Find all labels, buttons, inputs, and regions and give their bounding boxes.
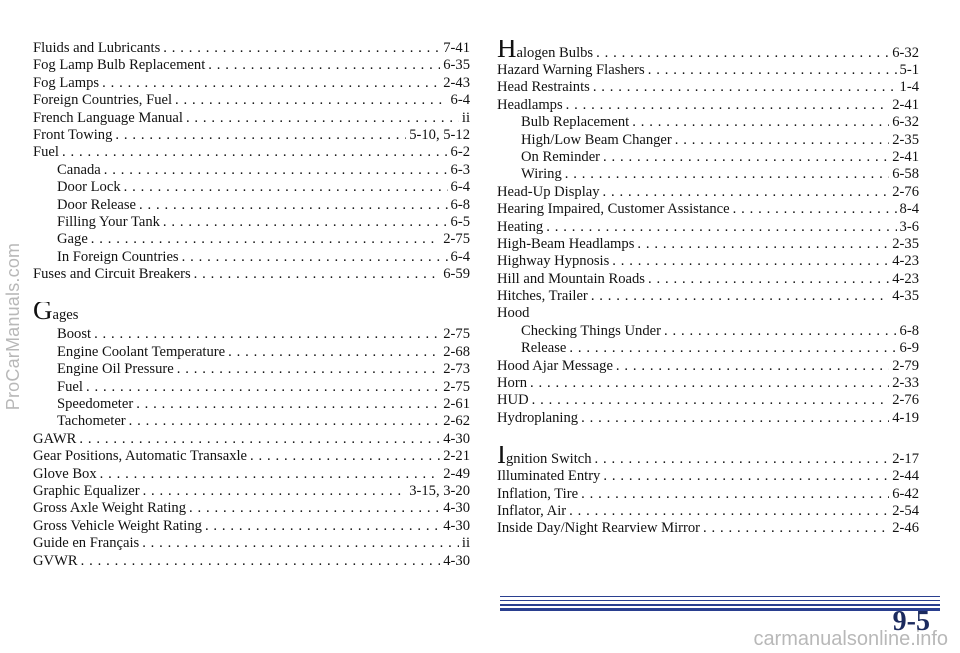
index-entry-label: Hitches, Trailer [497, 288, 588, 305]
index-entry [33, 266, 470, 283]
index-column-left [33, 40, 470, 570]
dot-leader [104, 162, 448, 179]
index-entry-page: 2-61 [443, 396, 470, 413]
dot-leader [81, 553, 441, 570]
index-entry-page: 6-9 [899, 340, 919, 357]
index-entry [33, 500, 470, 517]
index-entry-page: 2-49 [443, 465, 470, 482]
index-entry [497, 392, 919, 409]
index-entry [33, 483, 470, 500]
index-entry-label: Gross Vehicle Weight Rating [33, 517, 202, 534]
index-entry [497, 114, 919, 131]
index-entry-label: Head Restraints [497, 79, 590, 96]
index-entry [497, 358, 919, 375]
dot-leader [616, 358, 889, 375]
index-entry [33, 162, 470, 179]
index-entry-page: 2-41 [892, 96, 919, 113]
index-entry-label: Inflator, Air [497, 502, 567, 519]
index-column-right [497, 40, 919, 538]
index-entry-page: 6-5 [450, 213, 470, 230]
dot-leader [62, 144, 448, 161]
index-entry [33, 144, 470, 161]
dot-leader [100, 466, 441, 483]
dot-leader [186, 110, 459, 127]
index-entry [497, 520, 919, 537]
index-entry-page: 2-44 [892, 468, 919, 485]
dot-leader [163, 214, 448, 231]
dot-leader [139, 197, 448, 214]
index-entry [33, 448, 470, 465]
index-entry-label: Fuel [57, 378, 83, 395]
dot-leader [208, 57, 440, 74]
dot-leader [175, 92, 447, 109]
index-entry-page: 2-75 [443, 231, 470, 248]
dot-leader [603, 468, 889, 485]
dot-leader [565, 166, 889, 183]
dot-leader [664, 323, 897, 340]
index-entry-label: Headlamps [497, 96, 563, 113]
index-entry [497, 410, 919, 427]
index-entry-page: 2-79 [892, 357, 919, 374]
index-entry [33, 431, 470, 448]
watermark-text: ProCarManuals.com [3, 242, 24, 411]
dot-leader [595, 448, 890, 468]
index-entry [497, 166, 919, 183]
index-entry [33, 361, 470, 378]
index-entry-label: Horn [497, 375, 527, 392]
index-entry [497, 132, 919, 149]
footer-rule [500, 596, 940, 612]
dot-leader [581, 486, 889, 503]
index-entry-page: 2-17 [892, 451, 919, 468]
index-entry [33, 231, 470, 248]
index-entry-page: 6-4 [450, 248, 470, 265]
index-entry-page: 3-15, 3-20 [409, 482, 470, 499]
index-entry [497, 468, 919, 485]
index-entry-label: Hearing Impaired, Customer Assistance [497, 201, 730, 218]
index-entry [497, 271, 919, 288]
index-entry [33, 518, 470, 535]
index-entry-page: 6-4 [450, 92, 470, 109]
dot-leader [581, 410, 889, 427]
dot-leader [596, 42, 889, 62]
index-entry-page: 6-32 [892, 45, 919, 61]
index-entry-page: 2-21 [443, 448, 470, 465]
index-entry-page: 8-4 [899, 201, 919, 218]
index-entry-page: 2-41 [892, 148, 919, 165]
dot-leader [530, 375, 889, 392]
index-entry-label: High-Beam Headlamps [497, 235, 635, 252]
index-entry-label: High/Low Beam Changer [521, 131, 672, 148]
dot-leader [86, 379, 440, 396]
index-entry-page: 6-8 [450, 196, 470, 213]
index-entry-page: 6-4 [450, 179, 470, 196]
index-entry-label: Speedometer [57, 396, 134, 413]
index-entry-label: Halogen Bulbs [497, 40, 594, 62]
dot-leader [94, 326, 440, 343]
index-entry [497, 305, 919, 322]
index-entry-label: Hood Ajar Message [497, 357, 613, 374]
dot-leader [142, 535, 459, 552]
index-entry-label: Canada [57, 161, 101, 178]
index-entry-page: 2-62 [443, 413, 470, 430]
index-entry-page: 4-23 [892, 253, 919, 270]
index-entry-label: Hydroplaning [497, 409, 579, 426]
dot-leader [632, 114, 889, 131]
index-entry [497, 236, 919, 253]
index-entry-page: 3-6 [899, 218, 919, 235]
dot-leader [115, 127, 406, 144]
index-entry [33, 57, 470, 74]
dot-leader [91, 231, 440, 248]
index-entry-page: 2-75 [443, 326, 470, 343]
index-entry [497, 253, 919, 270]
dot-leader [124, 179, 448, 196]
index-entry-page: 6-2 [450, 144, 470, 161]
dot-leader [250, 448, 440, 465]
index-entry-label: Door Release [57, 196, 137, 213]
index-entry-page: 4-23 [892, 270, 919, 287]
index-entry-label: Filling Your Tank [57, 213, 160, 230]
index-entry [33, 110, 470, 127]
watermark-left [3, 0, 25, 653]
index-entry-label: Foreign Countries, Fuel [33, 92, 173, 109]
dot-leader [603, 184, 890, 201]
section-gap [497, 427, 919, 446]
index-entry-page: 2-76 [892, 392, 919, 409]
index-entry [33, 326, 470, 343]
dot-leader [603, 149, 889, 166]
index-entry-page: 6-35 [443, 57, 470, 74]
index-entry [497, 97, 919, 114]
index-entry-page: 2-76 [892, 183, 919, 200]
index-entry [33, 127, 470, 144]
dot-leader [675, 132, 889, 149]
index-entry-label: Ignition Switch [497, 446, 592, 469]
section-gap [33, 283, 470, 302]
index-entry-page: ii [461, 109, 470, 126]
index-entry-label: GVWR [33, 552, 78, 569]
dot-leader [612, 253, 889, 270]
index-entry [33, 92, 470, 109]
index-entry-label: Bulb Replacement [521, 114, 630, 131]
index-entry-label: Front Towing [33, 126, 113, 143]
index-entry [497, 201, 919, 218]
index-entry-label: Graphic Equalizer [33, 482, 140, 499]
index-entry-label: Engine Oil Pressure [57, 361, 174, 378]
dot-leader [102, 75, 440, 92]
index-entry [33, 214, 470, 231]
index-entry [497, 149, 919, 166]
index-entry-label: Release [521, 340, 567, 357]
index-entry [33, 75, 470, 92]
index-entry [497, 503, 919, 520]
index-entry-label: Highway Hypnosis [497, 253, 610, 270]
index-entry [497, 184, 919, 201]
dot-leader [136, 396, 440, 413]
index-entry-page: 2-54 [892, 502, 919, 519]
index-entry-label: Gage [57, 231, 88, 248]
index-entry [33, 40, 470, 57]
footer-site-watermark: carmanualsonline.info [753, 628, 948, 650]
index-entry-page: 6-3 [450, 161, 470, 178]
index-entry-label: Heating [497, 218, 544, 235]
index-entry [33, 197, 470, 214]
index-entry-label: Inflation, Tire [497, 485, 579, 502]
index-entry-label: Boost [57, 326, 92, 343]
index-entry-label: Illuminated Entry [497, 468, 601, 485]
index-entry-page: 2-43 [443, 74, 470, 91]
index-entry-page: 4-30 [443, 500, 470, 517]
index-entry-label: Hill and Mountain Roads [497, 270, 645, 287]
index-entry-page: 2-33 [892, 375, 919, 392]
index-entry-label: On Reminder [521, 148, 601, 165]
dot-leader [569, 340, 896, 357]
dot-leader [228, 344, 440, 361]
index-entry [497, 40, 919, 62]
index-entry-label: Engine Coolant Temperature [57, 343, 226, 360]
index-entry-page: 4-30 [443, 517, 470, 534]
index-entry-label: HUD [497, 392, 529, 409]
dot-leader [205, 518, 440, 535]
index-entry [497, 486, 919, 503]
index-entry [497, 340, 919, 357]
dot-leader [546, 219, 896, 236]
dot-leader [637, 236, 889, 253]
index-entry-label: Gear Positions, Automatic Transaxle [33, 448, 248, 465]
dot-leader [143, 483, 407, 500]
index-entry [33, 179, 470, 196]
index-entry-label: Glove Box [33, 465, 97, 482]
index-entry [497, 323, 919, 340]
index-entry-page: 2-75 [443, 378, 470, 395]
index-entry [33, 344, 470, 361]
index-entry-label: Checking Things Under [521, 322, 661, 339]
dot-leader [591, 288, 889, 305]
index-entry [497, 219, 919, 236]
index-entry [33, 249, 470, 266]
page-number: 9-5 [892, 606, 930, 637]
index-entry-page: 1-4 [899, 79, 919, 96]
index-entry-label: In Foreign Countries [57, 248, 179, 265]
index-entry-page: 6-32 [892, 114, 919, 131]
index-entry-page: 2-35 [892, 131, 919, 148]
index-entry [497, 62, 919, 79]
index-entry-label: Door Lock [57, 179, 121, 196]
index-entry-label: GAWR [33, 430, 77, 447]
index-entry-page: 2-73 [443, 361, 470, 378]
index-entry-label: Gross Axle Weight Rating [33, 500, 186, 517]
index-entry-label: Head-Up Display [497, 183, 600, 200]
index-entry [497, 288, 919, 305]
index-entry-page: 6-59 [443, 266, 470, 283]
dot-leader [593, 79, 897, 96]
index-entry [33, 553, 470, 570]
index-entry-label: Wiring [521, 166, 562, 183]
index-entry-page: 6-58 [892, 166, 919, 183]
index-entry-label: French Language Manual [33, 109, 183, 126]
index-entry-label: Guide en Français [33, 535, 140, 552]
index-entry [33, 535, 470, 552]
index-entry [33, 413, 470, 430]
index-entry-page: 2-68 [443, 343, 470, 360]
index-entry [33, 379, 470, 396]
index-entry-label: Fog Lamp Bulb Replacement [33, 57, 206, 74]
dot-leader [566, 97, 890, 114]
index-entry-label: Hazard Warning Flashers [497, 62, 645, 78]
index-entry [497, 375, 919, 392]
dot-leader [569, 503, 889, 520]
dot-leader [648, 271, 889, 288]
index-entry-label: Hood [497, 305, 530, 322]
index-entry-label: Tachometer [57, 413, 126, 430]
index-entry-page: 4-35 [892, 288, 919, 305]
index-entry-page: 5-1 [899, 62, 919, 78]
index-entry-page: ii [461, 535, 470, 552]
index-entry-label: Fuses and Circuit Breakers [33, 266, 191, 283]
index-entry [497, 79, 919, 96]
dot-leader [129, 413, 441, 430]
index-entry-page: 6-42 [892, 485, 919, 502]
index-entry [497, 446, 919, 468]
index-entry-label: Fog Lamps [33, 74, 100, 91]
index-entry [33, 466, 470, 483]
dot-leader [79, 431, 440, 448]
index-entry-label: Inside Day/Night Rearview Mirror [497, 520, 701, 537]
dot-leader [163, 40, 440, 57]
index-entry-page: 4-30 [443, 552, 470, 569]
dot-leader [703, 520, 889, 537]
index-entry-page: 4-19 [892, 409, 919, 426]
dot-leader [648, 62, 897, 79]
dot-leader [733, 201, 897, 218]
index-entry-page: 6-8 [899, 322, 919, 339]
index-entry [33, 396, 470, 413]
index-entry-label: Fluids and Lubricants [33, 40, 161, 56]
index-entry-page: 5-10, 5-12 [409, 126, 470, 143]
index-entry-page: 7-41 [443, 40, 470, 56]
index-entry-page: 4-30 [443, 430, 470, 447]
index-entry-page: 2-46 [892, 520, 919, 537]
index-entry-label: Fuel [33, 144, 59, 161]
section-heading-label: Gages [33, 302, 79, 326]
dot-leader [182, 249, 448, 266]
dot-leader [532, 392, 890, 409]
dot-leader [177, 361, 441, 378]
index-entry-page: 2-35 [892, 235, 919, 252]
dot-leader [189, 500, 440, 517]
section-heading [33, 302, 470, 326]
dot-leader [194, 266, 441, 283]
